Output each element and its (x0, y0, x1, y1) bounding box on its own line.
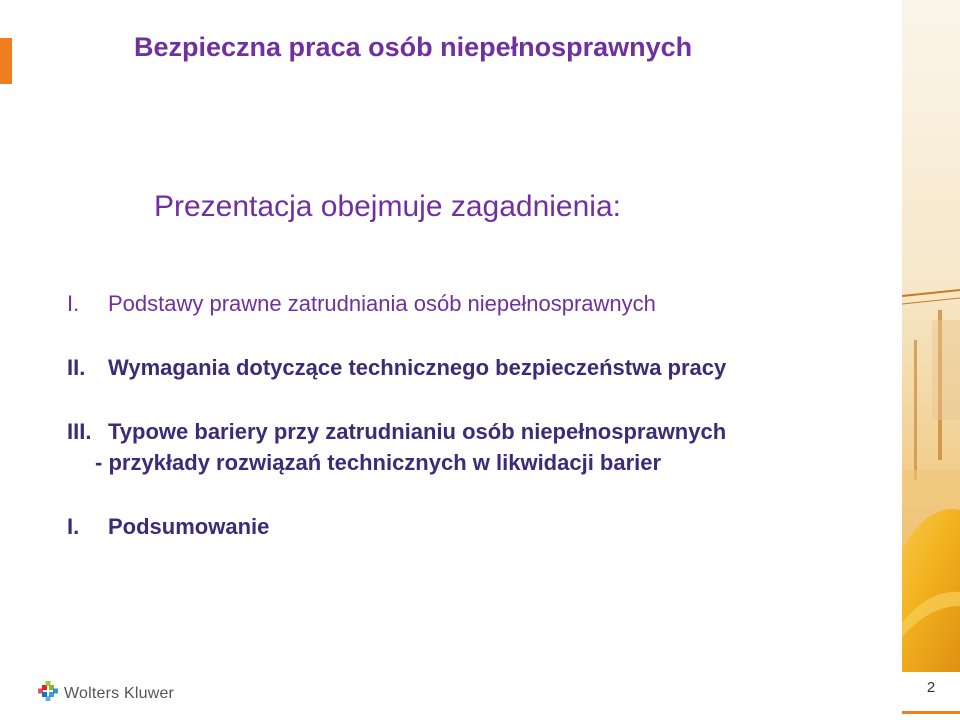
agenda-item-2 (67, 352, 726, 383)
agenda-item-text: Podsumowanie (108, 514, 270, 539)
agenda-item-text: Podstawy prawne zatrudniania osób niepełnosprawnych (108, 291, 656, 316)
slide-title: Bezpieczna praca osób niepełnosprawnych (134, 32, 693, 62)
construction-helmet-image (902, 0, 960, 720)
slide-subtitle: Prezentacja obejmuje zagadnienia: (154, 190, 621, 223)
accent-bar (0, 38, 12, 84)
agenda-item-number: III. (67, 419, 92, 444)
agenda-item-continuation: - przykłady rozwiązań technicznych w likwidacji barier (95, 450, 662, 475)
agenda-item-4 (67, 511, 269, 542)
logo-text: Wolters Kluwer (64, 684, 175, 702)
agenda-item-text: Typowe bariery przy zatrudnianiu osób niepełnosprawnych (108, 419, 727, 444)
wolters-kluwer-logo-icon (38, 681, 58, 706)
agenda-item-text: Wymagania dotyczące technicznego bezpieczeństwa pracy (108, 355, 727, 380)
agenda-item-number: I. (67, 291, 80, 316)
page-number: 2 (902, 672, 960, 720)
agenda-item-number: I. (67, 514, 80, 539)
wolters-kluwer-logo (38, 681, 174, 706)
page-number-underline (902, 711, 960, 714)
agenda-item-1 (67, 288, 656, 319)
agenda-item-3 (67, 416, 726, 478)
agenda-item-number: II. (67, 355, 86, 380)
